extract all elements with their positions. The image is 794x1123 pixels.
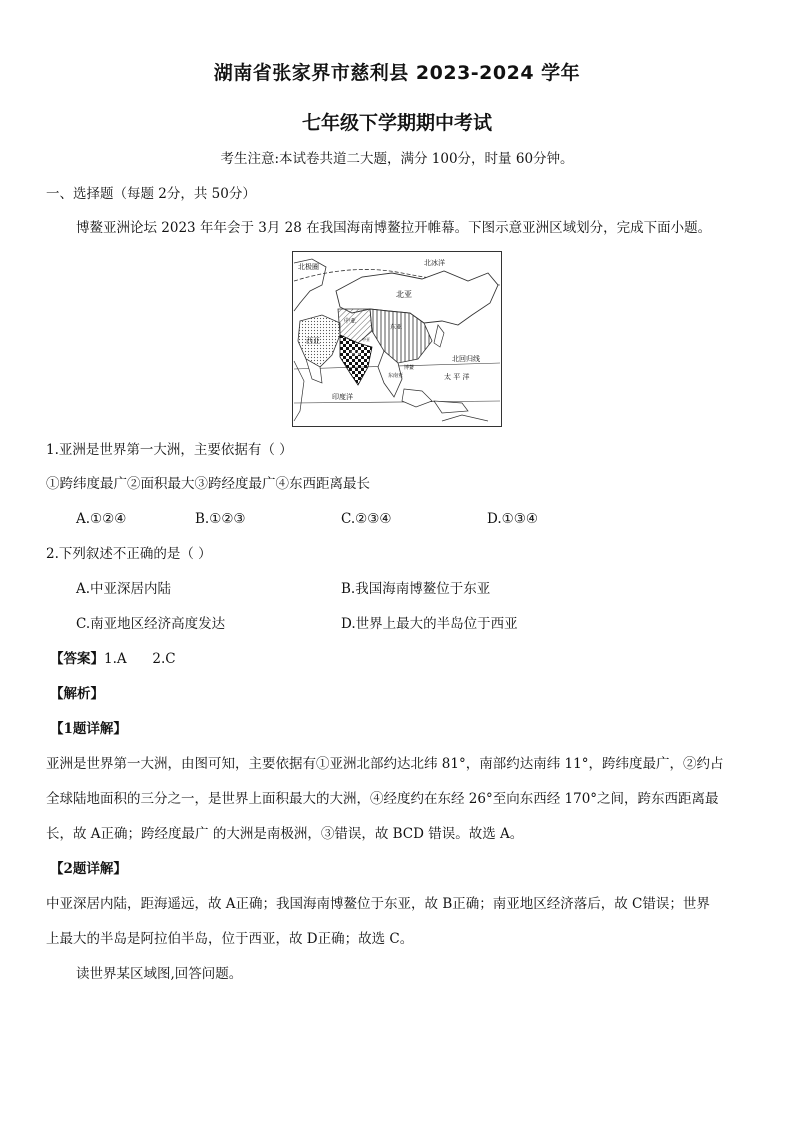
detail1-label: 【1题详解】 [50, 721, 127, 737]
map-label-central-asia-small: 中亚 [362, 337, 370, 342]
q2-stem: 2.下列叙述不正确的是（ ） [46, 546, 212, 562]
detail1-line3: 长，故 A正确；跨经度最广 的大洲是南极洲，③错误，故 BCD 错误。故选 A。 [46, 826, 524, 842]
q1-option-c[interactable]: C.②③④ [341, 511, 392, 527]
q2-option-b[interactable]: B.我国海南博鳌位于东亚 [341, 581, 491, 597]
q1-option-b[interactable]: B.①②③ [195, 511, 246, 527]
detail1-line1: 亚洲是世界第一大洲，由图可知，主要依据有①亚洲北部约达北纬 81°，南部约达南纬 11°，跨纬度最广，②约占 [46, 756, 724, 772]
q2-option-d[interactable]: D.世界上最大的半岛位于西亚 [341, 616, 518, 632]
asia-region-map [292, 251, 502, 427]
detail2-line1: 中亚深居内陆，距海遥远，故 A正确；我国海南博鳌位于东亚，故 B正确；南亚地区经济落后，故 C错误；世界 [46, 896, 710, 912]
q1-items: ①跨纬度最广②面积最大③跨经度最广④东西距离最长 [46, 476, 370, 492]
map-label-arctic-circle: 北极圈 [298, 263, 319, 271]
exam-title-line2: 七年级下学期期中考试 [301, 112, 492, 134]
q2-option-a[interactable]: A.中亚深居内陆 [76, 581, 172, 597]
answer-label: 【答案】 [50, 651, 104, 667]
detail1-line2: 全球陆地面积的三分之一，是世界上面积最大的大洲，④经度约在东经 26°至向东西经 170°之间，跨东西距离最 [46, 791, 719, 807]
map-label-pacific-ocean: 太 平 洋 [444, 373, 470, 381]
map-label-south-asia: 南亚 [350, 350, 363, 357]
q1-option-d[interactable]: D.①③④ [487, 511, 538, 527]
map-label-boao: 博鳌 [404, 365, 415, 371]
answer-values: 1.A 2.C [104, 651, 176, 667]
exam-title-line1: 湖南省张家界市慈利县 2023-2024 学年 [213, 62, 581, 84]
exam-notice: 考生注意:本试卷共道二大题，满分 100分，时量 60分钟。 [220, 151, 574, 167]
next-question-intro: 读世界某区域图,回答问题。 [76, 966, 243, 982]
q1-option-a[interactable]: A.①②④ [76, 511, 127, 527]
map-label-southeast-asia: 东南亚 [388, 373, 404, 379]
map-label-arctic-ocean: 北冰洋 [424, 259, 445, 267]
map-label-tropic-of-cancer: 北回归线 [452, 355, 480, 363]
map-label-west-asia: 西亚 [306, 337, 320, 345]
map-label-north-asia: 北亚 [396, 290, 412, 299]
q1-stem: 1.亚洲是世界第一大洲，主要依据有（ ） [46, 442, 293, 458]
section-heading: 一、选择题（每题 2分，共 50分） [46, 186, 256, 202]
map-label-east-asia: 东亚 [390, 324, 403, 331]
answer-line [50, 649, 176, 669]
detail2-line2: 上最大的半岛是阿拉伯半岛，位于西亚，故 D正确；故选 C。 [46, 931, 414, 947]
section-intro: 博鳌亚洲论坛 2023 年年会于 3月 28 在我国海南博鳌拉开帷幕。下图示意亚洲区域划分，完成下面小题。 [76, 220, 712, 236]
q2-option-c[interactable]: C.南亚地区经济高度发达 [76, 616, 226, 632]
analysis-label: 【解析】 [50, 686, 104, 702]
map-label-central-asia: 中亚 [344, 318, 357, 325]
detail2-label: 【2题详解】 [50, 861, 127, 877]
map-label-indian-ocean: 印度洋 [332, 393, 353, 401]
